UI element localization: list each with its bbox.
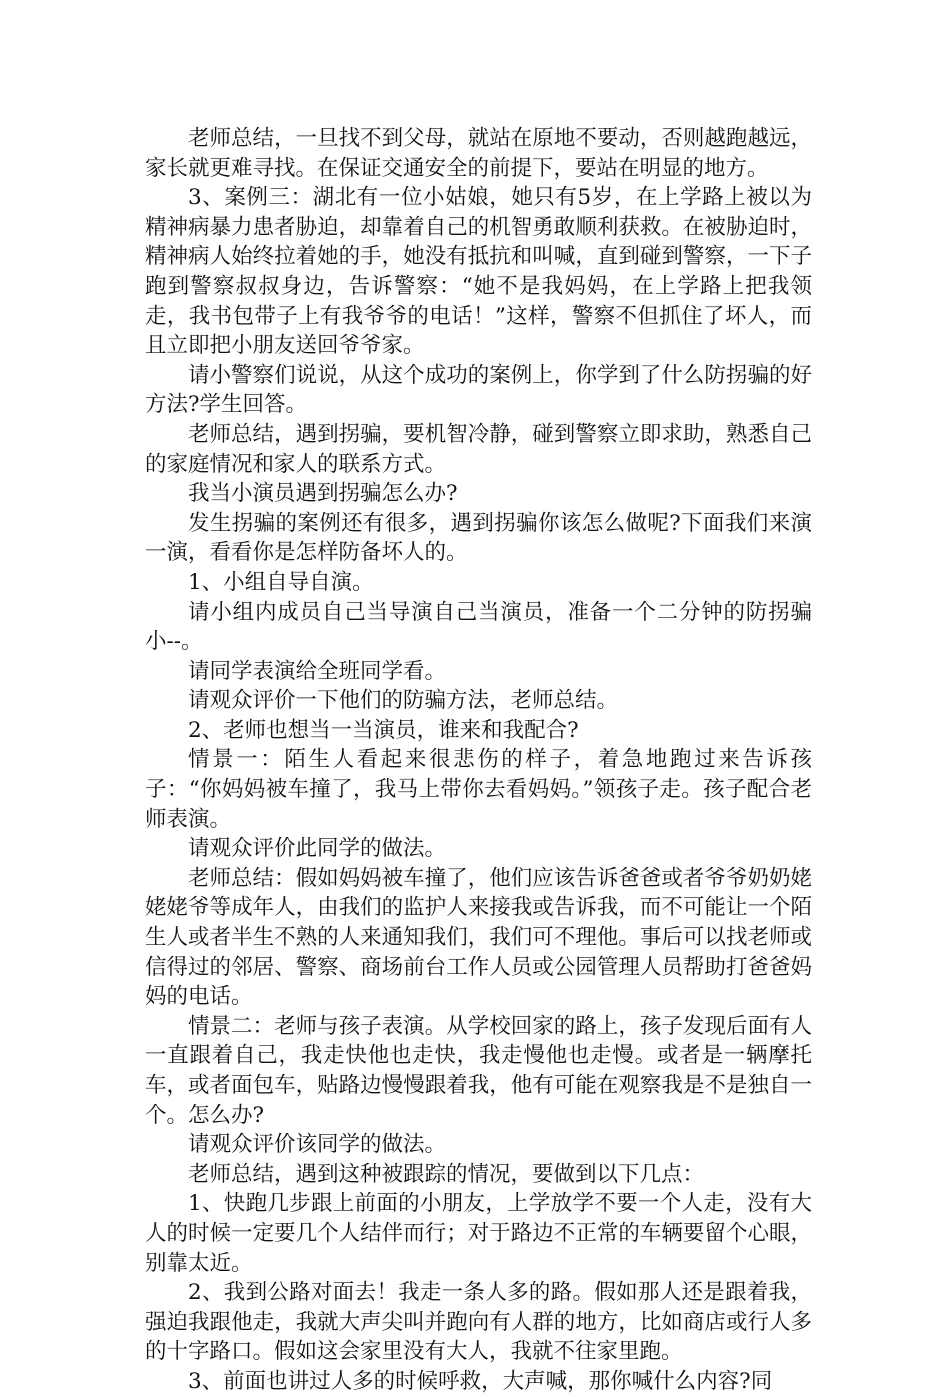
paragraph-19: 2、我到公路对面去！我走一条人多的路。假如那人还是跟着我，强迫我跟他走，我就大声尖叫并跑向有人群的地方，比如商店或行人多的十字路口。假如这会家里没有大人，我就不往家里跑。 [145,1280,812,1365]
paragraph-20: 3、前面也讲过人多的时候呼救，大声喊，那你喊什么内容?同 [188,1368,773,1394]
paragraph-14: 老师总结：假如妈妈被车撞了，他们应该告诉爸爸或者爷爷奶奶姥姥姥爷等成年人，由我们的监护人来接我或告诉我，而不可能让一个陌生人或者半生不熟的人来通知我们，我们可不理他。事后可以找老师或信得过的邻居、警察、商场前台工作人员或公园管理人员帮助打爸爸妈妈的电话。 [145,865,812,1010]
paragraph-3: 请小警察们说说，从这个成功的案例上，你学到了什么防拐骗的好方法?学生回答。 [145,362,812,418]
paragraph-5: 我当小演员遇到拐骗怎么办? [188,481,458,507]
paragraph-8: 请小组内成员自己当导演自己当演员，准备一个二分钟的防拐骗小--。 [145,599,812,655]
document-page [145,124,812,1397]
paragraph-16: 请观众评价该同学的做法。 [188,1132,447,1158]
paragraph-9: 请同学表演给全班同学看。 [188,658,447,684]
paragraph-7: 1、小组自导自演。 [188,569,374,595]
paragraph-12: 情景一：陌生人看起来很悲伤的样子，着急地跑过来告诉孩子：“你妈妈被车撞了，我马上带你去看妈妈。”领孩子走。孩子配合老师表演。 [145,747,812,832]
paragraph-18: 1、快跑几步跟上前面的小朋友，上学放学不要一个人走，没有大人的时候一定要几个人结伴而行；对于路边不正常的车辆要留个心眼，别靠太近。 [145,1191,812,1276]
paragraph-13: 请观众评价此同学的做法。 [188,836,447,862]
paragraph-4: 老师总结，遇到拐骗，要机智冷静，碰到警察立即求助，熟悉自己的家庭情况和家人的联系方式。 [145,421,812,477]
paragraph-2: 3、案例三：湖北有一位小姑娘，她只有5岁，在上学路上被以为精神病暴力患者胁迫，却靠着自己的机智勇敢顺利获救。在被胁迫时，精神病人始终拉着她的手，她没有抵抗和叫喊，直到碰到警察，一下子跑到警察叔叔身边，告诉警察：“她不是我妈妈，在上学路上把我领走，我书包带子上有我爷爷的电话！”这样，警察不但抓住了坏人，而且立即把小朋友送回爷爷家。 [145,185,812,359]
paragraph-10: 请观众评价一下他们的防骗方法，老师总结。 [188,688,619,714]
paragraph-15: 情景二：老师与孩子表演。从学校回家的路上，孩子发现后面有人一直跟着自己，我走快他也走快，我走慢他也走慢。或者是一辆摩托车，或者面包车，贴路边慢慢跟着我，他有可能在观察我是不是独自一个。怎么办? [145,1013,812,1128]
paragraph-11: 2、老师也想当一当演员，谁来和我配合? [188,717,579,743]
paragraph-17: 老师总结，遇到这种被跟踪的情况，要做到以下几点： [188,1161,705,1187]
paragraph-1: 老师总结，一旦找不到父母，就站在原地不要动，否则越跑越远，家长就更难寻找。在保证交通安全的前提下，要站在明显的地方。 [145,126,812,181]
paragraph-6: 发生拐骗的案例还有很多，遇到拐骗你该怎么做呢?下面我们来演一演，看看你是怎样防备坏人的。 [145,510,812,566]
